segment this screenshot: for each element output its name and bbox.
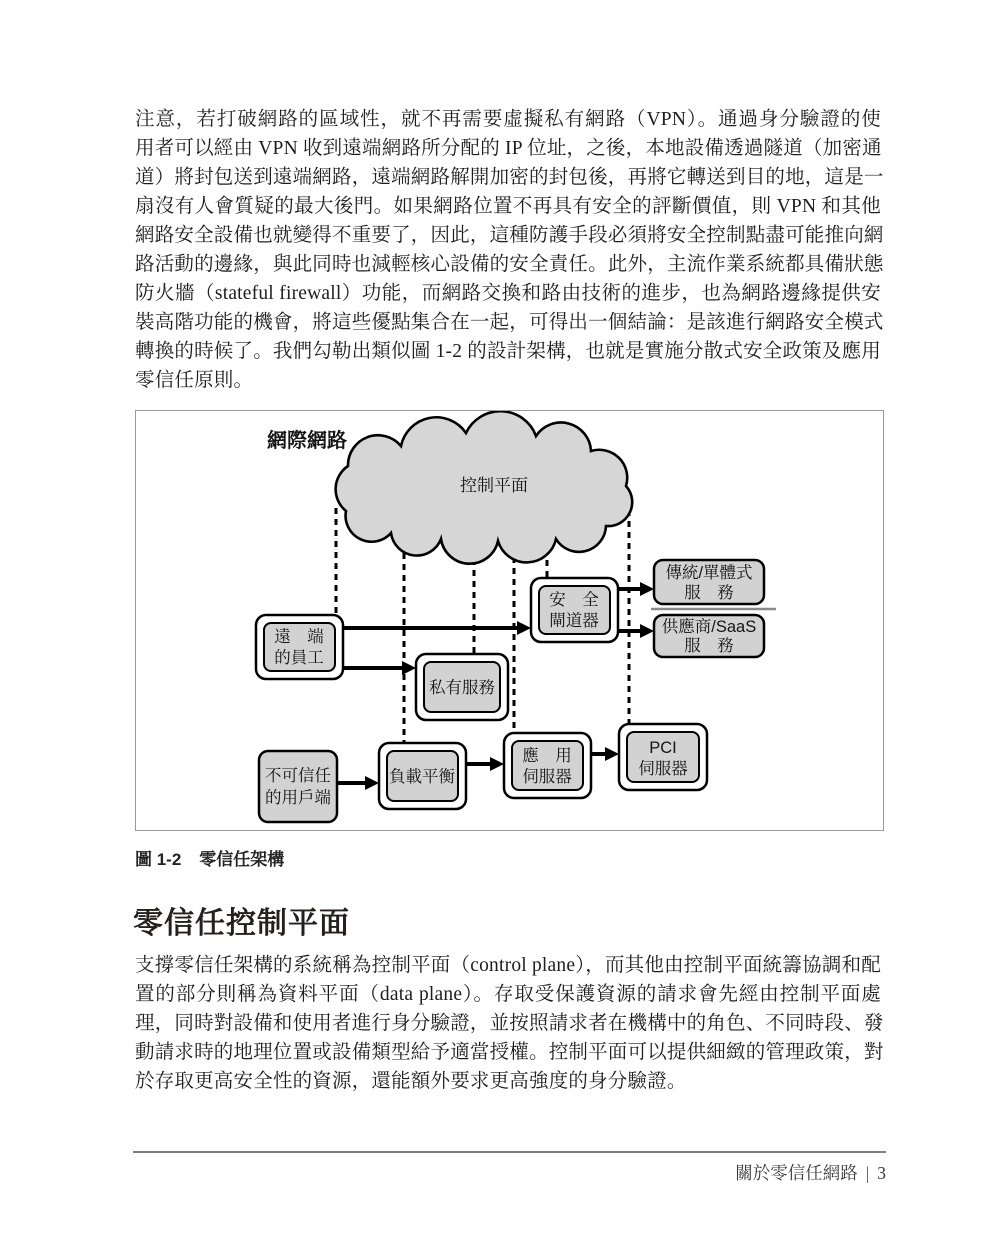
paragraph-line: 支撐零信任架構的系統稱為控制平面（control plane），而其他由控制平面統籌協調和配 (135, 955, 881, 976)
paragraph-line: 於存取更高安全性的資源，還能額外要求更高強度的身分驗證。 (135, 1071, 687, 1092)
node-private-service (416, 654, 508, 720)
svg-text:私有服務: 私有服務 (429, 679, 495, 697)
svg-text:不可信任: 不可信任 (265, 767, 331, 785)
svg-text:遠 端: 遠 端 (274, 628, 324, 646)
node-pci-server (619, 724, 707, 790)
body-paragraph-2 (135, 951, 884, 1096)
svg-text:供應商/SaaS: 供應商/SaaS (661, 618, 757, 636)
figure-caption-label: 圖 1-2 (135, 850, 182, 869)
paragraph-line: 零信任原則。 (135, 370, 254, 391)
figure-caption-title: 零信任架構 (199, 850, 285, 869)
svg-text:伺服器: 伺服器 (638, 760, 688, 778)
section-heading: 零信任控制平面 (133, 907, 350, 940)
figure-caption (135, 845, 284, 870)
svg-text:應 用: 應 用 (522, 747, 572, 765)
paragraph-line: 道）將封包送到遠端網路，遠端網路解開加密的封包後，再將它轉送到目的地，這是一 (135, 167, 884, 188)
svg-text:安 全: 安 全 (549, 591, 599, 609)
svg-text:的用戶端: 的用戶端 (265, 789, 331, 807)
svg-text:負載平衡: 負載平衡 (389, 768, 455, 786)
paragraph-line: 防火牆（stateful firewall）功能，而網路交換和路由技術的進步，也為網路邊緣提供安 (135, 283, 881, 304)
svg-text:服 務: 服 務 (684, 584, 734, 602)
node-saas-service (654, 615, 764, 657)
paragraph-line: 轉換的時候了。我們勾勒出類似圖 1-2 的設計架構，也就是實施分散式安全政策及應用 (135, 341, 881, 362)
node-untrusted-client (259, 751, 337, 822)
internet-label: 網際網路 (267, 430, 347, 452)
node-load-balancer (379, 743, 466, 809)
paragraph-line: 扇沒有人會質疑的最大後門。如果網路位置不再具有安全的評斷價值，則 VPN 和其他 (135, 196, 881, 217)
paragraph-line: 理，同時對設備和使用者進行身分驗證，並按照請求者在機構中的角色、不同時段、發 (135, 1013, 884, 1034)
svg-text:的員工: 的員工 (274, 649, 324, 667)
node-security-gateway (531, 578, 618, 642)
svg-text:PCI: PCI (649, 739, 677, 757)
paragraph-line: 裝高階功能的機會，將這些優點集合在一起，可得出一個結論：是該進行網路安全模式 (135, 312, 884, 333)
svg-text:服 務: 服 務 (684, 637, 734, 655)
zero-trust-architecture-diagram (136, 411, 882, 829)
footer-rule (133, 1151, 886, 1153)
footer-page-number: 3 (877, 1163, 886, 1183)
node-remote-worker (256, 615, 343, 679)
paragraph-line: 注意，若打破網路的區域性，就不再需要虛擬私有網路（VPN）。通過身分驗證的使 (135, 109, 881, 130)
node-legacy-service (654, 560, 764, 604)
paragraph-line: 置的部分則稱為資料平面（data plane）。存取受保護資源的請求會先經由控制平面處 (135, 984, 881, 1005)
footer-chapter-title: 關於零信任網路 (735, 1163, 858, 1183)
footer-separator: | (865, 1163, 870, 1183)
figure-1-2 (135, 410, 884, 831)
body-paragraph-1 (135, 105, 884, 395)
svg-text:傳統/單體式: 傳統/單體式 (665, 564, 753, 582)
cloud-label: 控制平面 (460, 476, 528, 495)
svg-text:伺服器: 伺服器 (522, 768, 572, 786)
paragraph-line: 動請求時的地理位置或設備類型給予適當授權。控制平面可以提供細緻的管理政策，對 (135, 1042, 884, 1063)
paragraph-line: 路活動的邊緣，與此同時也減輕核心設備的安全責任。此外，主流作業系統都具備狀態 (135, 254, 884, 275)
paragraph-line: 用者可以經由 VPN 收到遠端網路所分配的 IP 位址，之後，本地設備透過隧道（加密通 (135, 138, 882, 159)
svg-text:閘道器: 閘道器 (549, 612, 599, 630)
page-footer (135, 1160, 886, 1185)
paragraph-line: 網路安全設備也就變得不重要了，因此，這種防護手段必須將安全控制點盡可能推向網 (135, 225, 884, 246)
node-app-server (504, 733, 591, 798)
